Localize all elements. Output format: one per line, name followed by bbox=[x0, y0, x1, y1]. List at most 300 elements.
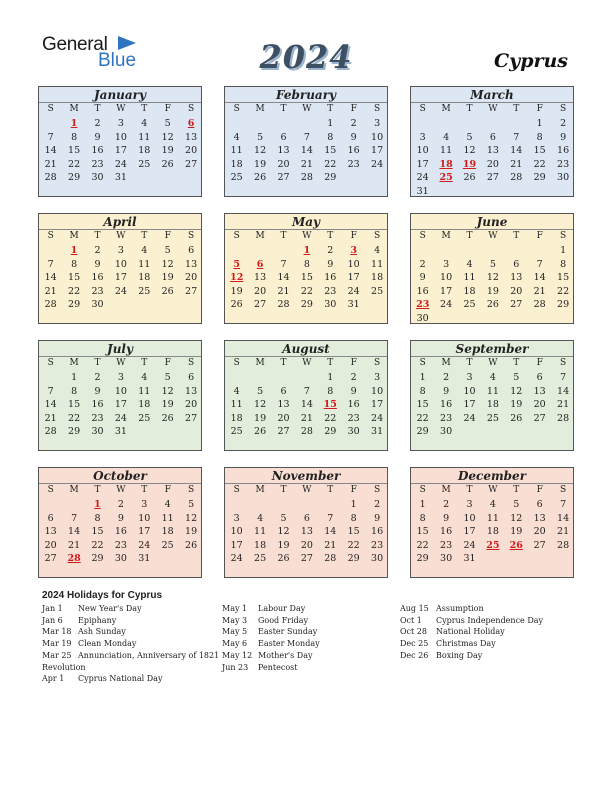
calendar-day: 8 bbox=[350, 512, 357, 524]
calendar-day: 11 bbox=[138, 131, 151, 143]
holiday-day: 1 bbox=[94, 499, 101, 510]
calendar-day: 3 bbox=[117, 245, 124, 256]
calendar-day: 2 bbox=[443, 499, 450, 510]
calendar-day: 22 bbox=[324, 412, 337, 424]
calendar-day: 22 bbox=[416, 412, 429, 424]
calendar-day: 11 bbox=[230, 399, 243, 411]
weekday-header: T bbox=[466, 231, 473, 241]
calendar-day: 3 bbox=[374, 372, 381, 383]
weekday-header: M bbox=[69, 485, 79, 495]
calendar-day: 21 bbox=[44, 412, 57, 424]
calendar-day: 12 bbox=[254, 399, 267, 411]
holiday-date: Oct 1 bbox=[400, 615, 422, 625]
month-january bbox=[38, 86, 202, 197]
holiday-day: 23 bbox=[416, 299, 430, 311]
weekday-header: S bbox=[419, 485, 426, 495]
calendar-day: 12 bbox=[254, 145, 267, 157]
calendar-day: 12 bbox=[161, 258, 174, 270]
calendar-day: 15 bbox=[324, 145, 337, 157]
calendar-day: 28 bbox=[44, 172, 57, 184]
calendar-day: 12 bbox=[185, 512, 198, 524]
calendar-day: 16 bbox=[557, 145, 570, 157]
holiday-name: Labour Day bbox=[258, 604, 306, 613]
calendar-day: 1 bbox=[327, 372, 334, 383]
calendar-day: 12 bbox=[161, 385, 174, 397]
calendar-day: 24 bbox=[114, 158, 127, 170]
weekday-header: T bbox=[94, 231, 101, 241]
calendar-day: 12 bbox=[510, 512, 523, 524]
calendar-day: 14 bbox=[557, 385, 570, 397]
calendar-day: 19 bbox=[510, 399, 523, 411]
calendar-day: 28 bbox=[533, 299, 546, 311]
calendar-day: 26 bbox=[510, 412, 523, 424]
holiday-day: 18 bbox=[439, 158, 453, 170]
calendar-day: 17 bbox=[416, 158, 429, 170]
calendar-day: 26 bbox=[185, 539, 198, 551]
weekday-header: F bbox=[164, 358, 171, 368]
calendar-day: 24 bbox=[347, 285, 360, 297]
calendar-day: 5 bbox=[164, 118, 171, 129]
calendar-day: 2 bbox=[350, 372, 357, 383]
weekday-header: M bbox=[441, 231, 451, 241]
calendar-day: 10 bbox=[371, 131, 384, 143]
calendar-day: 16 bbox=[91, 145, 104, 157]
calendar-day: 26 bbox=[486, 299, 499, 311]
calendar-day: 14 bbox=[533, 272, 546, 284]
calendar-day: 18 bbox=[138, 272, 151, 284]
calendar-day: 16 bbox=[114, 526, 127, 538]
calendar-day: 27 bbox=[185, 412, 198, 424]
calendar-day: 14 bbox=[68, 526, 81, 538]
calendar-day: 3 bbox=[466, 372, 473, 383]
calendar-day: 24 bbox=[440, 299, 453, 311]
calendar-day: 7 bbox=[47, 258, 54, 270]
holiday-name: Epiphany bbox=[78, 615, 117, 625]
calendar-day: 7 bbox=[536, 258, 543, 270]
calendar-day: 5 bbox=[489, 258, 496, 270]
holiday-date: Mar 25 bbox=[42, 650, 72, 660]
weekday-header: S bbox=[47, 358, 54, 368]
calendar-day: 15 bbox=[347, 526, 360, 538]
weekday-header: W bbox=[116, 485, 126, 495]
weekday-header: M bbox=[255, 231, 265, 241]
calendar-day: 8 bbox=[536, 131, 543, 143]
calendar-day: 23 bbox=[91, 285, 104, 297]
weekday-header: T bbox=[466, 358, 473, 368]
country-title: Cyprus bbox=[494, 50, 568, 72]
calendar-day: 10 bbox=[138, 512, 151, 524]
weekday-header: T bbox=[141, 485, 148, 495]
month-name: August bbox=[282, 342, 330, 356]
calendar-day: 14 bbox=[44, 399, 57, 411]
calendar-day: 26 bbox=[277, 553, 290, 565]
calendar-day: 19 bbox=[185, 526, 198, 538]
calendar-day: 12 bbox=[510, 385, 523, 397]
weekday-header: M bbox=[255, 485, 265, 495]
calendar-day: 11 bbox=[161, 512, 174, 524]
holiday-day: 1 bbox=[70, 118, 78, 129]
calendar-day: 22 bbox=[347, 539, 360, 551]
calendar-day: 3 bbox=[233, 512, 240, 524]
calendar-day: 23 bbox=[91, 412, 104, 424]
calendar-day: 18 bbox=[371, 272, 384, 284]
calendar-day: 25 bbox=[371, 285, 384, 297]
calendar-day: 29 bbox=[533, 172, 546, 184]
holiday-day: 28 bbox=[67, 553, 81, 565]
calendar-day: 7 bbox=[71, 512, 78, 524]
weekday-header: S bbox=[188, 485, 195, 495]
weekday-header: W bbox=[116, 104, 126, 114]
calendar-day: 7 bbox=[47, 131, 54, 143]
calendar-day: 17 bbox=[114, 145, 127, 157]
calendar-day: 3 bbox=[141, 499, 148, 510]
calendar-day: 24 bbox=[138, 539, 151, 551]
calendar-day: 2 bbox=[327, 245, 334, 256]
weekday-header: S bbox=[233, 485, 240, 495]
calendar-day: 21 bbox=[510, 158, 523, 170]
calendar-day: 5 bbox=[257, 131, 264, 143]
calendar-day: 10 bbox=[230, 526, 243, 538]
calendar-day: 29 bbox=[68, 426, 81, 438]
holiday-date: Aug 15 bbox=[400, 604, 429, 613]
calendar-day: 27 bbox=[185, 158, 198, 170]
calendar-day: 16 bbox=[91, 272, 104, 284]
calendar-day: 29 bbox=[416, 426, 429, 438]
calendar-day: 5 bbox=[513, 372, 520, 383]
weekday-header: T bbox=[141, 104, 148, 114]
calendar-day: 7 bbox=[560, 372, 567, 383]
calendar-day: 13 bbox=[300, 526, 313, 538]
calendar-day: 30 bbox=[91, 299, 104, 311]
calendar-day: 27 bbox=[533, 412, 546, 424]
calendar-day: 9 bbox=[374, 512, 381, 524]
calendar-day: 9 bbox=[94, 385, 101, 397]
calendar-day: 18 bbox=[138, 399, 151, 411]
calendar-day: 29 bbox=[416, 553, 429, 565]
calendar-day: 2 bbox=[117, 499, 124, 510]
calendar-day: 18 bbox=[463, 285, 476, 297]
holiday-day: 25 bbox=[439, 172, 453, 184]
calendar-day: 20 bbox=[486, 158, 499, 170]
calendar-day: 15 bbox=[557, 272, 570, 284]
calendar-day: 10 bbox=[463, 512, 476, 524]
calendar-day: 15 bbox=[91, 526, 104, 538]
calendar-day: 21 bbox=[44, 285, 57, 297]
calendar-day: 13 bbox=[44, 526, 57, 538]
weekday-header: S bbox=[188, 231, 195, 241]
calendar-day: 25 bbox=[230, 172, 243, 184]
weekday-header: T bbox=[94, 358, 101, 368]
calendar-day: 26 bbox=[161, 158, 174, 170]
calendar-day: 24 bbox=[463, 412, 476, 424]
calendar-day: 2 bbox=[560, 118, 567, 129]
calendar-day: 27 bbox=[185, 285, 198, 297]
calendar-day: 6 bbox=[513, 258, 520, 270]
calendar-day: 31 bbox=[138, 553, 151, 565]
calendar-day: 25 bbox=[254, 553, 267, 565]
holiday-name: Good Friday bbox=[258, 615, 309, 625]
calendar-day: 25 bbox=[138, 285, 151, 297]
calendar-day: 16 bbox=[91, 399, 104, 411]
calendar-day: 1 bbox=[327, 118, 334, 129]
weekday-header: F bbox=[350, 104, 357, 114]
calendar-day: 12 bbox=[161, 131, 174, 143]
month-name: December bbox=[457, 469, 527, 483]
weekday-header: T bbox=[327, 485, 334, 495]
weekday-header: T bbox=[280, 485, 287, 495]
calendar-day: 20 bbox=[185, 145, 198, 157]
calendar-day: 19 bbox=[254, 158, 267, 170]
calendar-day: 30 bbox=[324, 299, 337, 311]
calendar-day: 22 bbox=[533, 158, 546, 170]
calendar-day: 24 bbox=[463, 539, 476, 551]
calendar-day: 2 bbox=[94, 372, 101, 383]
weekday-header: S bbox=[560, 104, 567, 114]
weekday-header: S bbox=[560, 358, 567, 368]
calendar-day: 23 bbox=[371, 539, 384, 551]
calendar-day: 5 bbox=[164, 372, 171, 383]
calendar-day: 3 bbox=[443, 258, 450, 270]
weekday-header: S bbox=[188, 358, 195, 368]
calendar-day: 2 bbox=[419, 258, 426, 270]
calendar-day: 21 bbox=[300, 158, 313, 170]
calendar-day: 27 bbox=[486, 172, 499, 184]
weekday-header: M bbox=[255, 104, 265, 114]
weekday-header: F bbox=[164, 485, 171, 495]
calendar-day: 23 bbox=[440, 412, 453, 424]
holiday-name: National Holiday bbox=[436, 627, 505, 637]
calendar-day: 9 bbox=[560, 131, 567, 143]
calendar-day: 6 bbox=[536, 499, 543, 510]
calendar-day: 13 bbox=[533, 512, 546, 524]
weekday-header: T bbox=[327, 231, 334, 241]
calendar-day: 4 bbox=[141, 118, 148, 129]
calendar-day: 22 bbox=[300, 285, 313, 297]
weekday-header: M bbox=[69, 104, 79, 114]
calendar-day: 4 bbox=[257, 512, 264, 524]
calendar-day: 4 bbox=[489, 499, 496, 510]
calendar-day: 23 bbox=[114, 539, 127, 551]
calendar-day: 14 bbox=[277, 272, 290, 284]
holiday-date: Apr 1 bbox=[42, 674, 65, 684]
calendar-day: 10 bbox=[114, 258, 127, 270]
calendar-day: 1 bbox=[536, 118, 543, 129]
calendar-day: 28 bbox=[44, 426, 57, 438]
weekday-header: S bbox=[47, 104, 54, 114]
calendar-day: 17 bbox=[138, 526, 151, 538]
weekday-header: S bbox=[374, 358, 381, 368]
calendar-day: 19 bbox=[230, 285, 243, 297]
month-april bbox=[38, 213, 202, 324]
month-name: October bbox=[93, 469, 147, 483]
calendar-day: 3 bbox=[466, 499, 473, 510]
month-name: June bbox=[476, 215, 508, 229]
calendar-day: 21 bbox=[533, 285, 546, 297]
calendar-day: 9 bbox=[327, 258, 334, 270]
calendar-day: 13 bbox=[185, 131, 198, 143]
weekday-header: W bbox=[116, 231, 126, 241]
calendar-day: 21 bbox=[324, 539, 337, 551]
calendar-day: 17 bbox=[371, 399, 384, 411]
calendar-day: 26 bbox=[161, 412, 174, 424]
logo-text-general: General bbox=[42, 34, 108, 55]
calendar-day: 25 bbox=[138, 158, 151, 170]
month-name: September bbox=[455, 342, 529, 356]
weekday-header: T bbox=[94, 104, 101, 114]
calendar-day: 11 bbox=[440, 145, 453, 157]
calendar-day: 31 bbox=[114, 426, 127, 438]
holiday-day: 1 bbox=[70, 245, 78, 256]
calendar-day: 28 bbox=[277, 299, 290, 311]
calendar-day: 2 bbox=[94, 118, 101, 129]
month-name: July bbox=[107, 342, 133, 356]
weekday-header: S bbox=[47, 231, 54, 241]
calendar-day: 18 bbox=[138, 145, 151, 157]
calendar-day: 15 bbox=[68, 399, 81, 411]
calendar-day: 22 bbox=[557, 285, 570, 297]
calendar-day: 4 bbox=[141, 245, 148, 256]
holiday-name: Cyprus National Day bbox=[78, 674, 163, 684]
calendar-day: 28 bbox=[300, 426, 313, 438]
calendar-day: 27 bbox=[277, 426, 290, 438]
calendar-day: 30 bbox=[416, 313, 429, 324]
calendar-day: 24 bbox=[114, 285, 127, 297]
calendar-day: 29 bbox=[557, 299, 570, 311]
calendar-day: 11 bbox=[138, 258, 151, 270]
calendar-day: 11 bbox=[138, 385, 151, 397]
calendar-day: 4 bbox=[374, 245, 381, 256]
calendar-day: 29 bbox=[68, 172, 81, 184]
holiday-name: Mother's Day bbox=[258, 650, 313, 660]
calendar-day: 15 bbox=[68, 272, 81, 284]
weekday-header: M bbox=[69, 358, 79, 368]
calendar-day: 10 bbox=[440, 272, 453, 284]
calendar-day: 20 bbox=[510, 285, 523, 297]
calendar-day: 18 bbox=[161, 526, 174, 538]
weekday-header: F bbox=[164, 104, 171, 114]
calendar-day: 28 bbox=[557, 412, 570, 424]
calendar-day: 19 bbox=[254, 412, 267, 424]
calendar-day: 14 bbox=[324, 526, 337, 538]
calendar-day: 16 bbox=[347, 399, 360, 411]
weekday-header: W bbox=[488, 104, 498, 114]
weekday-header: F bbox=[350, 485, 357, 495]
weekday-header: S bbox=[560, 231, 567, 241]
calendar-day: 4 bbox=[489, 372, 496, 383]
month-may bbox=[224, 213, 388, 324]
year-title: 2024 bbox=[259, 38, 353, 76]
calendar-day: 31 bbox=[347, 299, 360, 311]
calendar-day: 23 bbox=[91, 158, 104, 170]
calendar-day: 30 bbox=[91, 426, 104, 438]
calendar-day: 7 bbox=[513, 131, 520, 143]
holiday-name: Revolution bbox=[42, 662, 86, 672]
calendar-day: 12 bbox=[486, 272, 499, 284]
weekday-header: T bbox=[94, 485, 101, 495]
calendar-day: 5 bbox=[513, 499, 520, 510]
calendar-day: 21 bbox=[277, 285, 290, 297]
calendar-day: 1 bbox=[350, 499, 357, 510]
holiday-name: Easter Monday bbox=[258, 639, 320, 649]
calendar-day: 22 bbox=[68, 158, 81, 170]
calendar-day: 4 bbox=[233, 131, 240, 143]
weekday-header: S bbox=[374, 485, 381, 495]
calendar-day: 18 bbox=[486, 399, 499, 411]
calendar-day: 22 bbox=[68, 285, 81, 297]
holiday-date: Oct 28 bbox=[400, 627, 427, 637]
calendar-day: 29 bbox=[324, 172, 337, 184]
calendar-day: 24 bbox=[114, 412, 127, 424]
weekday-header: W bbox=[302, 358, 312, 368]
calendar-day: 9 bbox=[419, 272, 426, 284]
weekday-header: T bbox=[513, 231, 520, 241]
calendar-day: 10 bbox=[114, 131, 127, 143]
calendar-day: 20 bbox=[185, 399, 198, 411]
weekday-header: W bbox=[488, 485, 498, 495]
calendar-day: 27 bbox=[533, 539, 546, 551]
calendar-day: 30 bbox=[114, 553, 127, 565]
calendar-day: 8 bbox=[71, 131, 78, 143]
calendar-day: 27 bbox=[44, 553, 57, 565]
calendar-day: 23 bbox=[324, 285, 337, 297]
calendar-day: 15 bbox=[416, 526, 429, 538]
holiday-date: Dec 26 bbox=[400, 650, 429, 660]
calendar-day: 22 bbox=[324, 158, 337, 170]
calendar-day: 1 bbox=[71, 372, 78, 383]
calendar-day: 16 bbox=[416, 285, 429, 297]
calendar-day: 6 bbox=[47, 512, 54, 524]
calendar-day: 26 bbox=[161, 285, 174, 297]
calendar-day: 28 bbox=[557, 539, 570, 551]
weekday-header: S bbox=[560, 485, 567, 495]
holiday-day: 25 bbox=[486, 539, 500, 551]
calendar-day: 7 bbox=[280, 258, 287, 270]
calendar-day: 19 bbox=[486, 285, 499, 297]
logo-text-blue: Blue bbox=[98, 50, 137, 71]
calendar-day: 3 bbox=[419, 131, 426, 143]
holiday-day: 1 bbox=[303, 245, 311, 256]
calendar-day: 23 bbox=[347, 412, 360, 424]
calendar-day: 25 bbox=[230, 426, 243, 438]
calendar-day: 12 bbox=[277, 526, 290, 538]
holiday-day: 15 bbox=[323, 399, 337, 411]
calendar-day: 7 bbox=[327, 512, 334, 524]
weekday-header: S bbox=[374, 231, 381, 241]
holiday-date: Jan 1 bbox=[42, 604, 63, 613]
calendar-day: 31 bbox=[416, 186, 429, 197]
holiday-name: Easter Sunday bbox=[258, 627, 318, 637]
weekday-header: W bbox=[302, 231, 312, 241]
calendar-day: 24 bbox=[416, 172, 429, 184]
holiday-day: 5 bbox=[233, 258, 240, 270]
weekday-header: T bbox=[141, 231, 148, 241]
holiday-date: May 5 bbox=[222, 627, 248, 637]
calendar-day: 5 bbox=[466, 131, 473, 143]
calendar-day: 27 bbox=[254, 299, 267, 311]
weekday-header: T bbox=[513, 358, 520, 368]
calendar-day: 24 bbox=[371, 158, 384, 170]
weekday-header: F bbox=[536, 485, 543, 495]
calendar-day: 8 bbox=[419, 512, 426, 524]
calendar-day: 6 bbox=[536, 372, 543, 383]
calendar-day: 11 bbox=[486, 385, 499, 397]
month-august bbox=[224, 340, 388, 451]
calendar-day: 13 bbox=[533, 385, 546, 397]
calendar-day: 20 bbox=[533, 526, 546, 538]
calendar-day: 21 bbox=[557, 526, 570, 538]
calendar-day: 4 bbox=[141, 372, 148, 383]
month-march bbox=[410, 86, 574, 197]
